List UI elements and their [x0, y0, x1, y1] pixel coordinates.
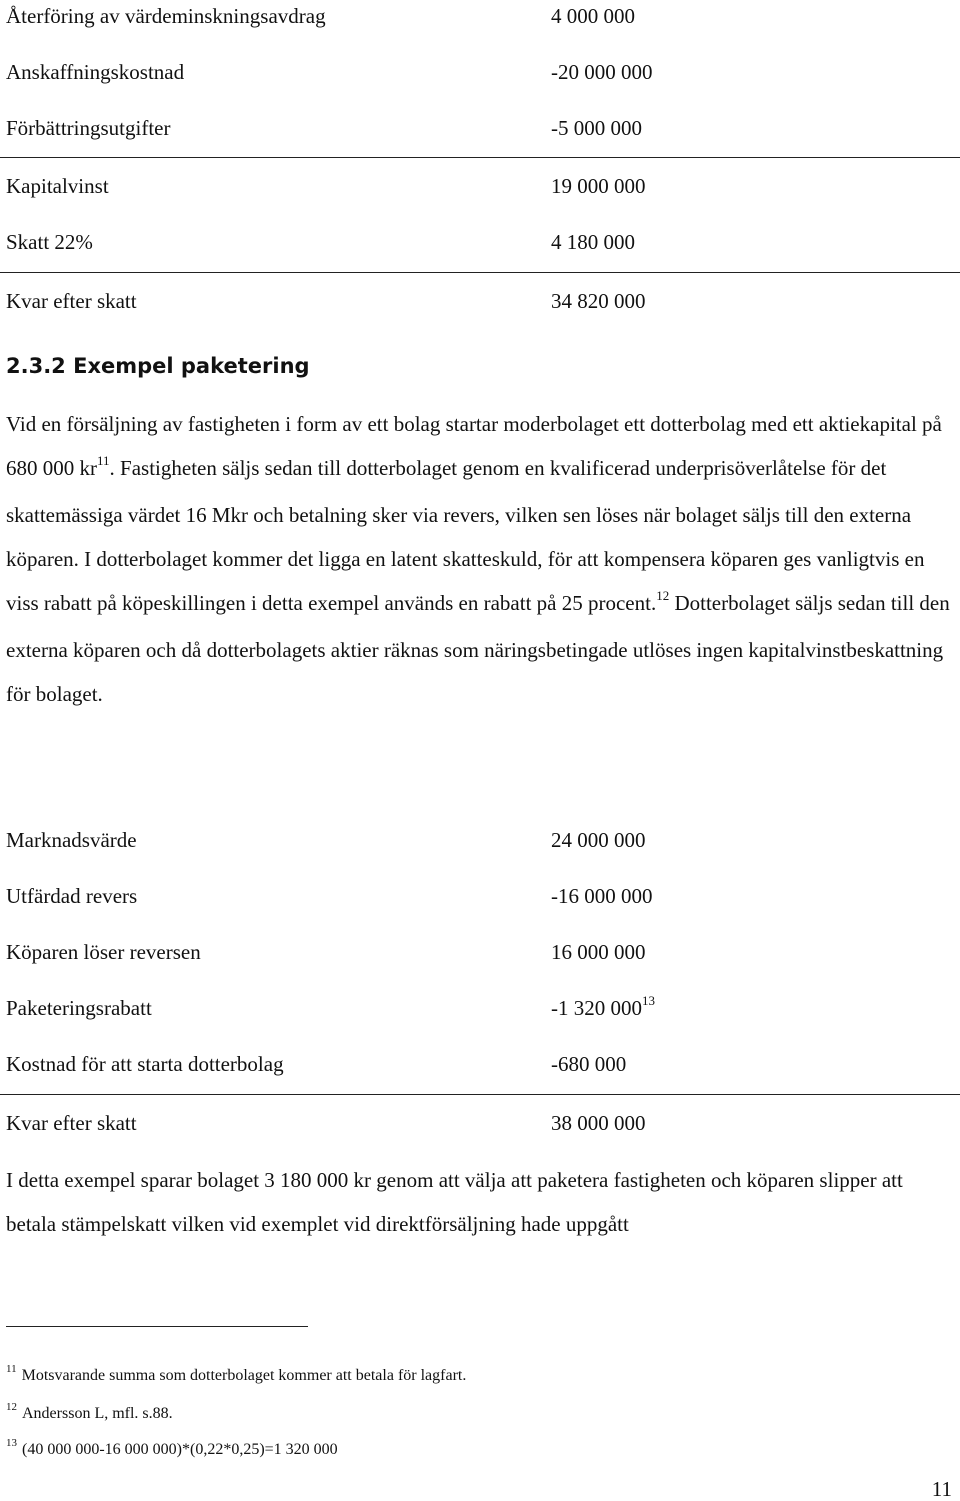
footnote	[6, 1401, 173, 1425]
row-value: 4 180 000	[551, 230, 635, 254]
table-divider	[0, 157, 960, 158]
row-value: 24 000 000	[551, 828, 646, 852]
row-value: 19 000 000	[551, 174, 646, 198]
footnote-number: 13	[6, 1437, 17, 1449]
row-label: Skatt 22%	[6, 230, 93, 254]
row-label: Kostnad för att starta dotterbolag	[6, 1052, 284, 1076]
table-row	[0, 287, 960, 327]
footnote-text: Andersson L, mfl. s.88.	[22, 1405, 173, 1422]
footnote-ref: 13	[642, 993, 655, 1008]
row-value	[551, 994, 655, 1025]
footnote-number: 12	[6, 1401, 17, 1413]
row-label: Paketeringsrabatt	[6, 996, 152, 1020]
row-value: 16 000 000	[551, 940, 646, 964]
footnote-number: 11	[6, 1363, 17, 1375]
row-label: Förbättringsutgifter	[6, 116, 171, 140]
body-paragraph	[6, 402, 951, 716]
paragraph-text: Dotterbolaget säljs sedan till den externa köparen och då dotterbolagets aktier räknas som näringsbetingade utlöses ingen kapitalvinstbeskattning för bolaget.	[6, 591, 950, 706]
table-row	[0, 1109, 960, 1149]
footnote-ref: 12	[656, 588, 670, 603]
row-value: -680 000	[551, 1052, 627, 1076]
row-label: Utfärdad revers	[6, 884, 138, 908]
table-row	[0, 228, 960, 268]
row-label: Marknadsvärde	[6, 828, 137, 852]
table-row	[0, 938, 960, 978]
table-row	[0, 826, 960, 866]
row-label: Kvar efter skatt	[6, 289, 137, 313]
table-divider	[0, 1094, 960, 1095]
table-row	[0, 172, 960, 212]
row-value: 34 820 000	[551, 289, 646, 313]
page-number: 11	[931, 1477, 952, 1501]
table-row	[0, 114, 960, 154]
row-label: Återföring av värdeminskningsavdrag	[6, 4, 326, 28]
section-heading: 2.3.2 Exempel paketering	[6, 354, 310, 378]
table-row	[0, 1050, 960, 1090]
row-value: -16 000 000	[551, 884, 653, 908]
table-row	[0, 58, 960, 98]
row-value: 38 000 000	[551, 1111, 646, 1135]
row-value: -20 000 000	[551, 60, 653, 84]
footnote-text: (40 000 000-16 000 000)*(0,22*0,25)=1 320 000	[22, 1441, 338, 1458]
table-row	[0, 2, 960, 42]
footnote	[6, 1437, 338, 1461]
row-label: Anskaffningskostnad	[6, 60, 185, 84]
table-divider	[0, 272, 960, 273]
paragraph-text: . Fastigheten säljs sedan till dotterbolaget genom en kvalificerad underprisöverlåtelse för det skattemässiga värdet 16 Mkr och betalning sker via revers, vilken sen löses när bolaget säljs till den externa köparen. I dotterbolaget kommer det ligga en latent skatteskuld, för att kompensera köparen ges vanligtvis en viss rabatt på köpeskillingen i detta exempel används en rabatt på 25 procent.	[6, 456, 925, 615]
table-row	[0, 882, 960, 922]
table-row	[0, 994, 960, 1034]
paragraph-text: Vid en försäljning av fastigheten i form av ett bolag startar moderbolaget ett dotterbolag med ett aktiekapital på 680 000 kr	[6, 412, 942, 480]
value-text: -1 320 000	[551, 996, 642, 1020]
row-value: 4 000 000	[551, 4, 635, 28]
body-paragraph: I detta exempel sparar bolaget 3 180 000 kr genom att välja att paketera fastigheten och köparen slipper att betala stämpelskatt vilken vid exemplet vid direktförsäljning hade uppgått	[6, 1168, 903, 1236]
row-label: Kapitalvinst	[6, 174, 109, 198]
footnote-text: Motsvarande summa som dotterbolaget kommer att betala för lagfart.	[21, 1367, 467, 1384]
row-label: Kvar efter skatt	[6, 1111, 137, 1135]
footnote-separator	[6, 1326, 308, 1327]
row-value: -5 000 000	[551, 116, 642, 140]
footnote-ref: 11	[97, 453, 110, 468]
row-label: Köparen löser reversen	[6, 940, 201, 964]
footnote	[6, 1363, 467, 1387]
